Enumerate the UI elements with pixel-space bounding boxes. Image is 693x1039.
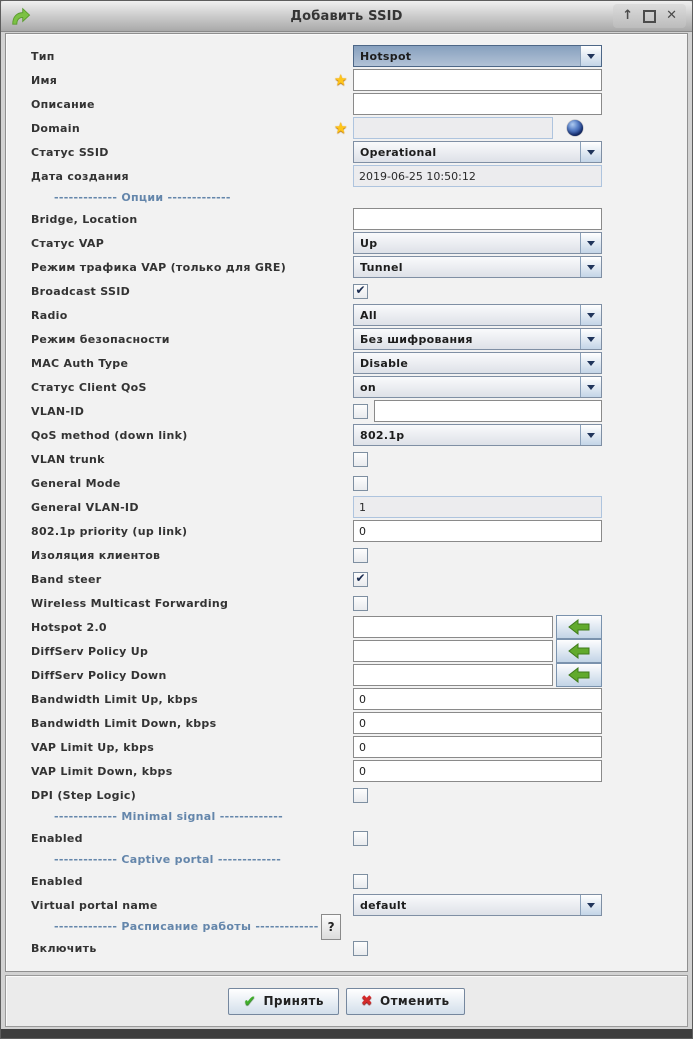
text-input[interactable]: [353, 117, 553, 139]
checkmark-icon: ✔: [355, 283, 366, 297]
field-label: 802.1p priority (up link): [31, 524, 188, 538]
field-label: Radio: [31, 308, 68, 322]
field-control: [353, 304, 602, 326]
dropdown[interactable]: [353, 141, 602, 163]
form-row: [6, 687, 687, 711]
window-title: Добавить SSID: [290, 8, 403, 24]
dropdown-value: 802.1p: [360, 428, 405, 442]
field-control: [353, 328, 602, 350]
globe-icon[interactable]: [567, 120, 583, 136]
field-label: DPI (Step Logic): [31, 788, 137, 802]
title-bar: [1, 1, 692, 32]
form-row: [6, 92, 687, 116]
form-row: [6, 807, 687, 826]
field-label: Описание: [31, 97, 95, 111]
field-control: [353, 831, 368, 846]
field-label: Wireless Multicast Forwarding: [31, 596, 229, 610]
checkbox[interactable]: [353, 476, 368, 491]
dropdown[interactable]: [353, 376, 602, 398]
field-control: [353, 736, 602, 758]
form-row: [6, 164, 687, 188]
checkbox[interactable]: [353, 548, 368, 563]
section-header: ------------- Captive portal -------------: [54, 853, 282, 866]
field-label: QoS method (down link): [31, 428, 188, 442]
chevron-down-icon: [587, 313, 595, 322]
field-control: [353, 476, 368, 491]
field-control: [353, 788, 368, 803]
close-button[interactable]: ✕: [666, 8, 677, 23]
shade-button[interactable]: ↑: [622, 8, 634, 23]
field-label: Статус Client QoS: [31, 380, 147, 394]
form-row: [6, 423, 687, 447]
close-icon: ✖: [360, 993, 373, 1009]
dropdown[interactable]: [353, 328, 602, 350]
form-row: [6, 663, 687, 687]
field-control: [353, 141, 602, 163]
dropdown[interactable]: [353, 45, 602, 67]
field-label: Band steer: [31, 572, 102, 586]
field-control: [353, 712, 602, 734]
checkbox[interactable]: [353, 404, 368, 419]
required-star-icon: ★: [334, 70, 348, 89]
help-button[interactable]: ?: [321, 914, 341, 940]
dropdown[interactable]: [353, 352, 602, 374]
form-row: [6, 279, 687, 303]
field-label: Изоляция клиентов: [31, 548, 161, 562]
form-row: [6, 303, 687, 327]
form-row: [6, 869, 687, 893]
form-row: [6, 543, 687, 567]
field-control: [334, 69, 602, 91]
field-control: [353, 663, 602, 687]
dropdown-value: Hotspot: [360, 49, 412, 63]
dropdown-arrow-button[interactable]: [580, 353, 601, 373]
form-panel: [5, 33, 688, 972]
dropdown[interactable]: [353, 256, 602, 278]
field-label: Включить: [31, 941, 97, 955]
checkbox[interactable]: [353, 941, 368, 956]
field-label: Режим трафика VAP (только для GRE): [31, 260, 287, 274]
dropdown-arrow-button[interactable]: [580, 142, 601, 162]
section-header: ------------- Minimal signal -------------: [54, 810, 283, 823]
form-row: [6, 893, 687, 917]
form-row: [6, 68, 687, 92]
text-input[interactable]: [353, 736, 602, 758]
dropdown-arrow-button[interactable]: [580, 233, 601, 253]
field-control: [353, 284, 368, 299]
chevron-down-icon: [587, 385, 595, 394]
field-label: Bandwidth Limit Down, kbps: [31, 716, 217, 730]
checkbox[interactable]: [353, 452, 368, 467]
window-bottom-edge: [1, 1029, 692, 1038]
text-input[interactable]: [374, 400, 602, 422]
field-label: Имя: [31, 73, 58, 87]
text-input[interactable]: [353, 520, 602, 542]
section-header: ------------- Расписание работы -------------: [54, 920, 319, 933]
window-controls: [613, 4, 686, 28]
form-row: [6, 327, 687, 351]
field-control: [353, 760, 602, 782]
field-control: [353, 232, 602, 254]
accept-button[interactable]: [228, 988, 338, 1015]
form-row: [6, 591, 687, 615]
dropdown-value: Tunnel: [360, 260, 403, 274]
field-control: [353, 548, 368, 563]
chevron-down-icon: [587, 433, 595, 442]
text-input[interactable]: [353, 712, 602, 734]
form-row: [6, 495, 687, 519]
field-control: [353, 496, 602, 518]
field-label: Bandwidth Limit Up, kbps: [31, 692, 198, 706]
field-label: General Mode: [31, 476, 121, 490]
form-row: [6, 44, 687, 68]
checkbox[interactable]: [353, 788, 368, 803]
maximize-button[interactable]: [643, 10, 656, 23]
dropdown-arrow-button[interactable]: [580, 46, 601, 66]
dropdown-value: Up: [360, 236, 378, 250]
field-control: [353, 352, 602, 374]
cancel-button[interactable]: [346, 988, 465, 1015]
form-row: [6, 615, 687, 639]
chevron-down-icon: [587, 150, 595, 159]
accept-button-label: Принять: [263, 994, 324, 1008]
form-row: [6, 375, 687, 399]
form-row: [6, 759, 687, 783]
cancel-button-label: Отменить: [379, 994, 450, 1008]
form-row: [6, 735, 687, 759]
dropdown-arrow-button[interactable]: [580, 377, 601, 397]
text-input[interactable]: [353, 616, 553, 638]
field-control: [353, 520, 602, 542]
form-row: [6, 255, 687, 279]
field-label: General VLAN-ID: [31, 500, 139, 514]
text-input[interactable]: [353, 760, 602, 782]
field-label: Enabled: [31, 831, 83, 845]
text-input[interactable]: [353, 208, 602, 230]
field-control: [353, 256, 602, 278]
section-header: ------------- Опции -------------: [54, 191, 231, 204]
dropdown-value: Без шифрования: [360, 332, 473, 346]
dropdown[interactable]: [353, 894, 602, 916]
field-label: Статус SSID: [31, 145, 109, 159]
form-row: [6, 936, 687, 960]
field-control: [353, 615, 602, 639]
dropdown-value: on: [360, 380, 376, 394]
text-input[interactable]: [353, 165, 602, 187]
text-input[interactable]: [353, 496, 602, 518]
form-row: [6, 351, 687, 375]
field-label: Hotspot 2.0: [31, 620, 107, 634]
form-row: [6, 399, 687, 423]
dropdown[interactable]: [353, 424, 602, 446]
chevron-down-icon: [587, 361, 595, 370]
text-input[interactable]: [353, 69, 602, 91]
form-row: [6, 471, 687, 495]
field-label: Bridge, Location: [31, 212, 138, 226]
dropdown-arrow-button[interactable]: [580, 895, 601, 915]
dropdown[interactable]: [353, 304, 602, 326]
form-row: [6, 207, 687, 231]
form-row: [6, 519, 687, 543]
text-input[interactable]: [353, 664, 553, 686]
field-control: [353, 596, 368, 611]
field-control: [353, 941, 368, 956]
field-label: DiffServ Policy Down: [31, 668, 167, 682]
form-row: [6, 783, 687, 807]
green-arrow-button[interactable]: [556, 663, 602, 687]
field-control: [353, 45, 602, 67]
form-row: [6, 567, 687, 591]
text-input[interactable]: [353, 688, 602, 710]
chevron-down-icon: [587, 241, 595, 250]
field-control: [353, 894, 602, 916]
field-label: Broadcast SSID: [31, 284, 131, 298]
field-label: Domain: [31, 121, 80, 135]
form-row: [6, 188, 687, 207]
form-row: [6, 850, 687, 869]
field-label: Virtual portal name: [31, 898, 158, 912]
checkbox[interactable]: [353, 874, 368, 889]
dropdown[interactable]: [353, 232, 602, 254]
field-control: [353, 400, 602, 422]
form-row: [6, 447, 687, 471]
required-star-icon: ★: [334, 118, 348, 137]
chevron-down-icon: [587, 337, 595, 346]
field-control: [353, 376, 602, 398]
chevron-down-icon: [587, 54, 595, 63]
field-label: VLAN trunk: [31, 452, 105, 466]
dropdown-value: default: [360, 898, 407, 912]
field-control: [353, 208, 602, 230]
field-label: VAP Limit Down, kbps: [31, 764, 173, 778]
button-bar: [5, 975, 688, 1027]
dropdown-value: Disable: [360, 356, 409, 370]
dropdown-value: All: [360, 308, 377, 322]
field-control: [334, 117, 583, 139]
field-label: DiffServ Policy Up: [31, 644, 149, 658]
green-arrow-button[interactable]: [556, 639, 602, 663]
form-row: [6, 140, 687, 164]
form-row: [6, 639, 687, 663]
dropdown-arrow-button[interactable]: [580, 305, 601, 325]
field-control: [353, 688, 602, 710]
text-input[interactable]: [353, 640, 553, 662]
form-row: [6, 826, 687, 850]
field-label: Статус VAP: [31, 236, 105, 250]
form-row: [6, 711, 687, 735]
form-row: [6, 116, 687, 140]
dropdown-arrow-button[interactable]: [580, 257, 601, 277]
field-control: [353, 452, 368, 467]
dropdown-value: Operational: [360, 145, 437, 159]
field-control: [353, 93, 602, 115]
checkbox[interactable]: [353, 572, 368, 587]
chevron-down-icon: [587, 265, 595, 274]
checkbox[interactable]: [353, 596, 368, 611]
field-label: Enabled: [31, 874, 83, 888]
field-control: [353, 165, 602, 187]
field-control: [353, 639, 602, 663]
form-row: [6, 231, 687, 255]
field-label: VAP Limit Up, kbps: [31, 740, 155, 754]
field-label: Режим безопасности: [31, 332, 170, 346]
field-label: Тип: [31, 49, 55, 63]
green-arrow-button[interactable]: [556, 615, 602, 639]
checkbox[interactable]: [353, 831, 368, 846]
checkbox[interactable]: [353, 284, 368, 299]
dropdown-arrow-button[interactable]: [580, 425, 601, 445]
form-row: [6, 917, 687, 936]
field-label: MAC Auth Type: [31, 356, 129, 370]
field-control: [353, 424, 602, 446]
field-label: VLAN-ID: [31, 404, 85, 418]
checkmark-icon: ✔: [355, 571, 366, 585]
field-control: [353, 874, 368, 889]
field-control: [353, 572, 368, 587]
field-label: Дата создания: [31, 169, 129, 183]
text-input[interactable]: [353, 93, 602, 115]
dropdown-arrow-button[interactable]: [580, 329, 601, 349]
check-icon: ✔: [243, 992, 257, 1010]
chevron-down-icon: [587, 903, 595, 912]
